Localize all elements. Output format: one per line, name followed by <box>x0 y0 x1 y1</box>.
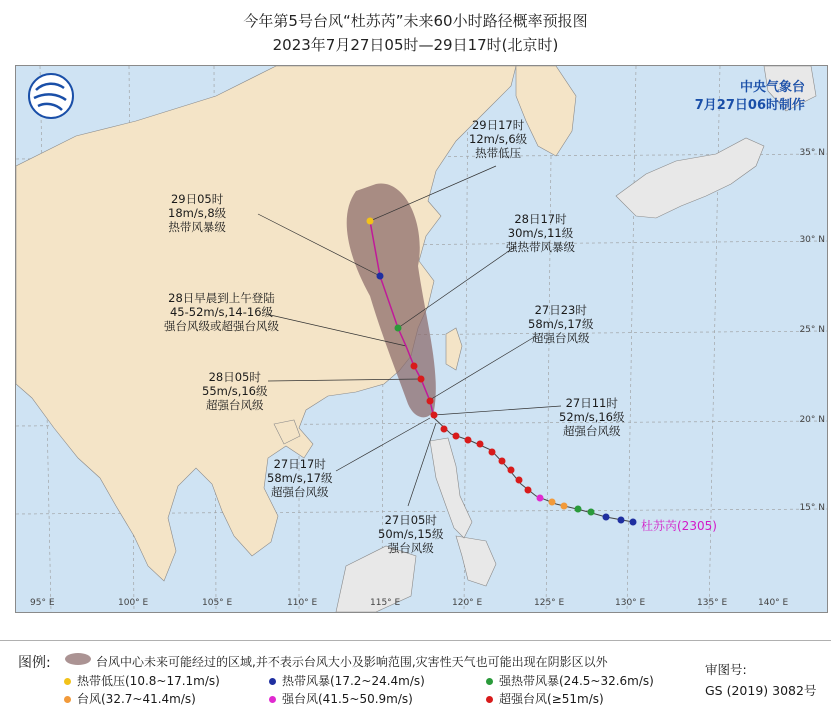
forecast-label: 28日早晨到上午登陆 45-52m/s,14-16级 强台风级或超强台风级 <box>164 291 279 333</box>
forecast-label: 27日17时 58m/s,17级 超强台风级 <box>267 457 333 499</box>
forecast-point <box>427 398 434 405</box>
lon-tick: 115° E <box>370 598 401 608</box>
lat-tick: 20° N <box>799 415 825 425</box>
legend-divider <box>0 640 831 641</box>
lon-tick: 110° E <box>287 598 318 608</box>
lon-tick: 120° E <box>452 598 483 608</box>
forecast-point <box>377 273 384 280</box>
track-point <box>465 437 472 444</box>
lon-tick: 125° E <box>534 598 565 608</box>
lon-tick: 140° E <box>758 598 789 608</box>
legend-dot <box>486 696 493 703</box>
approval-code: GS (2019) 3082号 <box>705 683 817 698</box>
track-point <box>575 506 582 513</box>
forecast-label: 27日11时 52m/s,16级 超强台风级 <box>559 396 625 438</box>
lon-tick: 95° E <box>30 598 55 608</box>
legend-item: 强台风(41.5~50.9m/s) <box>269 690 413 707</box>
lat-tick: 25° N <box>799 325 825 335</box>
lon-tick: 105° E <box>202 598 233 608</box>
cone-swatch <box>64 651 92 667</box>
track-point <box>489 449 496 456</box>
issuer-org: 中央气象台 <box>739 80 805 95</box>
legend-item: 台风(32.7~41.4m/s) <box>64 690 196 707</box>
track-point <box>603 514 610 521</box>
lat-tick: 35° N <box>799 148 825 158</box>
track-point <box>561 503 568 510</box>
legend-dot <box>269 696 276 703</box>
legend-dot <box>486 678 493 685</box>
track-point <box>549 499 556 506</box>
legend-title: 图例: <box>18 655 51 671</box>
forecast-label: 28日17时 30m/s,11级 强热带风暴级 <box>506 212 575 254</box>
lat-tick: 30° N <box>799 235 825 245</box>
forecast-label: 29日05时 18m/s,8级 热带风暴级 <box>168 192 227 234</box>
lat-tick: 15° N <box>799 503 825 513</box>
track-point <box>588 509 595 516</box>
forecast-point <box>411 363 418 370</box>
forecast-point <box>431 412 438 419</box>
track-point <box>516 477 523 484</box>
forecast-label: 27日05时 50m/s,15级 强台风级 <box>378 513 444 555</box>
forecast-point <box>367 218 374 225</box>
track-point <box>618 517 625 524</box>
approval-label: 审图号: <box>705 662 747 677</box>
cma-logo <box>29 74 73 118</box>
track-point <box>508 467 515 474</box>
lon-tick: 100° E <box>118 598 149 608</box>
track-point <box>441 426 448 433</box>
storm-name-label: 杜苏芮(2305) <box>641 519 717 533</box>
track-point <box>537 495 544 502</box>
legend-dot <box>269 678 276 685</box>
lon-tick: 130° E <box>615 598 646 608</box>
legend-cone-text: 台风中心未来可能经过的区域,并不表示台风大小及影响范围,灾害性天气也可能出现在阴影区以外 <box>96 655 608 669</box>
legend-item: 超强台风(≥51m/s) <box>486 690 604 707</box>
legend-dot <box>64 696 71 703</box>
legend-item: 热带风暴(17.2~24.4m/s) <box>269 672 425 689</box>
forecast-point <box>395 325 402 332</box>
map-title: 今年第5号台风“杜苏芮”未来60小时路径概率预报图 <box>243 12 588 30</box>
lon-tick: 135° E <box>697 598 728 608</box>
issuer-made: 7月27日06时制作 <box>694 98 805 113</box>
track-point <box>477 441 484 448</box>
forecast-label: 29日17时 12m/s,6级 热带低压 <box>469 118 528 160</box>
forecast-label: 27日23时 58m/s,17级 超强台风级 <box>528 303 594 345</box>
forecast-label: 28日05时 55m/s,16级 超强台风级 <box>202 370 268 412</box>
track-point <box>630 519 637 526</box>
forecast-point <box>418 376 425 383</box>
legend-item: 强热带风暴(24.5~32.6m/s) <box>486 672 654 689</box>
track-point <box>499 458 506 465</box>
legend-item: 热带低压(10.8~17.1m/s) <box>64 672 220 689</box>
track-point <box>453 433 460 440</box>
legend-dot <box>64 678 71 685</box>
track-point <box>525 487 532 494</box>
map-subtitle: 2023年7月27日05时—29日17时(北京时) <box>272 36 559 54</box>
